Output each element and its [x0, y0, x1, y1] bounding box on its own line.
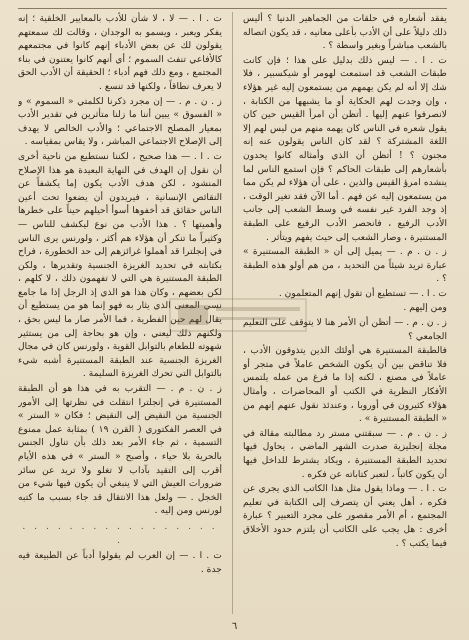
page-number: ٦: [231, 621, 238, 632]
paragraph: ت . ا . — تستطيع أن تقول إنهم المتعلمون .: [278, 287, 447, 299]
paragraph: ت . ا . — إن العرب لم يقولوا أدباً عن الطبيعة فيه جدة .: [18, 550, 222, 575]
column-divider: [232, 12, 233, 614]
left-column: [18, 12, 222, 614]
top-rule: [18, 8, 447, 9]
paragraph: ومن إليهم .: [403, 302, 447, 314]
paragraph: فالطبقة المستنيرة هي أولئك الذين يتذوقون الأدب ، فلا تناقض بين أن يكون الشخص عاملاً في متجر أو عاملاً في مصنع ، لكنه إذا ما فرغ من عمله يلتمس الأفكار النظرية في الكتب أو المحاضرات ، وأمثال هؤلاء كثيرون في أوروبا ، وعندئذ نقول عنهم إنهم من « الطبقة المستنيرة » .: [243, 345, 447, 425]
paragraph: ت . ا . — ليس ذلك بدليل على هذا ؛ فإن كانت طبقات الشعب قد استمعت لهومر أو شيكسبير ، فلا شك إلا أنه لم يكن يهمهم من يستمعون إليه غير هؤلاء ، وإن وجدت لهم الحكاية أو ما يشبهها من الكتابة ، لانصرفوا عنهم إليها . أتظن أن امرأ القيس حين كان يقول شعره في الناس كان يهمه منهم من ليس لهم إلا اللغة المشتركة ؟ لقد كان الناس يقولون عنه إنه مجنون ؟ ! أتظن أن الذي وأمثاله كانوا يحدون بأشعارهم إلى طبقات الحاكم ؟ فإن استمع الناس لما ينشده امرؤ القيس والذين ، على أن هؤلاء لم يكن مما من يستمعون إليه عن فهم . أما الآن فقد تغير الوقت ، إذ وجد الفرد غير نفسه في وسط الشعب إلى جانب الأدب الرفيع ، فانحصر الأدب الرفيع على الطبقة المستنيرة ، وصار الشعب إلى حيث يفهم ويتأثر .: [243, 54, 447, 243]
right-column: [243, 12, 447, 614]
paragraph: ز . ن . م . — أتظن أن الأمر هنا لا يتوقف على التعليم الجامعي ؟: [243, 317, 447, 342]
dotted-separator: . . . . . . . . . . . . . . . . . .: [22, 520, 218, 546]
paragraph: ز . ن . م . — يميل إلى أن « الطبقة المستنيرة » عبارة تريد شيئاً من التحديد ، من هم أولو هذه الطبقة ؟ .: [243, 246, 447, 285]
paragraph: ز . ن . م . — التقرب به في هذا هو أن الطبقة المستنيرة في إنجلترا انتقلت في نظرتها إلى الأمور الجنسية من النقيض إلى النقيض ؛ فكان « الستر » في العصر الفكتوري ( القرن ١٩ ) بمثابة عمل ممنوع التسمية ، ثم جاء الأمر بعد ذلك بأن تناول الجنس بالحرية بلا حياء ، وأصبح « الستر » في هذه الأيام أقرب إلى التقيد بآداب لا تغلو ولا تريد عن سائر ضرورات العيش التي لا ينبغي أن يكون فيها شيء من الخجل . — ولعل هذا الانتقال قد جاء بسبب ما كتبه لورنس ومن إليه .: [18, 383, 222, 517]
paragraph: ت . ا . — لا ، لا شأن للأدب بالمعايير الخلقية ؛ إنه يفكر ويعبر ، ويسمو به الوجدان ، وقالت لك سمعتهم يقولون لك عن بعض الأدباء إنهم كانوا في مجتمعهم كالأفاعي تنفث السموم ؛ أي أنهم كانوا يعتنون في بناء المجتمع ، ومع ذلك فهم أدباء ؛ الحقيقة أن الأدب الحق لا يعرف نطاقاً ، ولكنها قد تنسع .: [18, 13, 222, 92]
paragraph: يفقد أشعاره في حلقات من الجماهير الدنيا ؟ أليس ذلك دليلاً على أن الأدب بأعلى معانيه ، قد يكون اتصاله بالشعب مباشراً وبغير واسطة ؟ .: [243, 13, 447, 52]
paragraph: ت . ا . — وماذا يقول مثل هذا الكاتب الذي يجري عن فكره ، أهل يعني أن يتصرف إلى الكتابة في تعليم المجتمع ، أم الأمر مقصور على مجرد التعبير ؟ عبارة أخرى : هل يجب على الكاتب أن يلتزم حدود الأخلاق فيما يكتب ؟ .: [243, 483, 447, 549]
paragraph: ز . ن . م . — إن مجرد ذكرنا لكلمتي « السموم » و « الفسوق » يبين أننا ما زلنا متأثرين في تقدير الأدب بمعيار المصلح الاجتماعي ؛ والأدب الخالص لا يهدف إلى الإصلاح الاجتماعي المباشر ، ولا يقاس بمقياسه .: [18, 95, 222, 148]
paragraph: ت . ا . — هذا صحيح ، لكننا نستطيع من ناحية أخرى أن نقول إن الهدف في النهاية البعيدة هو هذا الإصلاح المنشود ، لكن هدف الأدب يكون إما يكشفاً عن النقائص الإنسانية ، فيريدون أن يضعوا تحت أعين الناس حقائق قد أخفوها أسوأ أحيلهم حيناً على خطرها وأهميتها ؟ . هذا الأدب من نوع ليكشف للناس — وكثيراً ما تنكر أن هؤلاء هم أكثر ، ولورنس يرى الناس في إنجلترا قد أهملوا غرائزهم إلى حد الخطورة ، فراح بكتابته في تحديد الغريزة الجنسية وتقديرها ، ولكن الطبقة المستنيرة هي التي لا تفهمون ذلك ، لا كلهم ، لكن بعضهم ، وكان هذا هو الذي إذ الرجل إذا ما جامع نسي المعنى الذي يثار به فهو إنما هو من يستطيع أن يقال لهم حين الفطرية ، فما الأمر صار ما ليس بحق ، ولكنهم ذلك ليعني ، وإن هو بحاجة إلى من يستثير شهوته للطعام بالتوابل القوية ، ولورنس كان في مجال الغريزة الجنسية عند الطبقة المستنيرة أشبه شيء بالتوابل التي تحرك الغريزة السليمة .: [18, 150, 222, 380]
paragraph: ز . ن . م . — سبقتني مستر رد مطالبته مقالة في مجلة إنجليزية صدرت الشهر الماضي ، يحاول فيها تحديد الطبقة المستنيرة ، ويكاد يشترط للداخل فيها أن يكون كاتباً ، لتعبر كتاباته عن فكره .: [243, 427, 447, 480]
two-column-body: [18, 12, 447, 614]
